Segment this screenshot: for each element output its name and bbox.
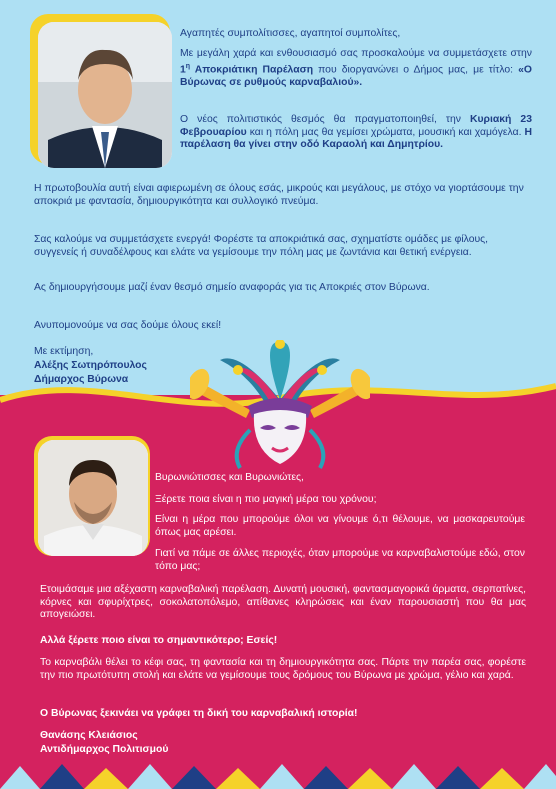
deputy-signature-title: Αντιδήμαρχος Πολιτισμού <box>40 744 169 755</box>
mayor-paragraph-3: Η πρωτοβουλία αυτή είναι αφιερωμένη σε όλους εσάς, μικρούς και μεγάλους, με στόχο να γιορτάσουμε την αποκριά με φαντασία, δημιουργικότητα και συλλογικό πνεύμα. <box>34 183 524 207</box>
mayor-paragraph-6: Ανυπομονούμε να σας δούμε όλους εκεί! <box>34 320 222 331</box>
mayor-signature-name: Αλέξης Σωτηρόπουλος <box>34 360 147 371</box>
mayor-photo <box>38 22 172 168</box>
deputy-greeting: Βυρωνιώτισσες και Βυρωνιώτες, <box>155 472 304 483</box>
deputy-question-1: Ξέρετε ποια είναι η πιο μαγική μέρα του χρόνου; <box>155 494 377 505</box>
mayor-closing: Με εκτίμηση, <box>34 346 94 357</box>
deputy-paragraph-5: Αλλά ξέρετε ποιο είναι το σημαντικότερο; Εσείς! <box>40 635 278 646</box>
mayor-paragraph-2: Ο νέος πολιτιστικός θεσμός θα πραγματοποιηθεί, την Κυριακή 23 Φεβρουαρίου και η πόλη μας θα γεμίσει χρώματα, μουσική και χαμόγελα. Η παρέλαση θα γίνει στην οδό Καραολή και Δημητρίου. <box>180 114 532 151</box>
mayor-greeting: Αγαπητές συμπολίτισσες, αγαπητοί συμπολίτες, <box>180 28 401 39</box>
deputy-paragraph-3: Γιατί να πάμε σε άλλες περιοχές, όταν μπορούμε να καρναβαλιστούμε εδώ, στον τόπο μας; <box>155 548 525 572</box>
carnival-mask-illustration <box>190 340 370 470</box>
mayor-paragraph-4: Σας καλούμε να συμμετάσχετε ενεργά! Φορέστε τα αποκριάτικά σας, σχηματίστε ομάδες με φίλους, συγγενείς ή συναδέλφους και ελάτε να γεμίσουμε την πόλη μας με ζωντάνια και θετική ενέργεια. <box>34 234 489 258</box>
mayor-paragraph-1: Με μεγάλη χαρά και ενθουσιασμό σας προσκαλούμε να συμμετάσχετε στην $1^\eta$ Αποκριάτικη Παρέλαση που διοργανώνει ο Δήμος μας, με τίτλο: «Ο Βύρωνας σε ρυθμούς καρναβαλιού». <box>180 48 532 88</box>
mayor-paragraph-5: Ας δημιουργήσουμε μαζί έναν θεσμό σημείο αναφοράς για τις Αποκριές στον Βύρωνα. <box>34 282 430 293</box>
deputy-paragraph-4: Ετοιμάσαμε μια αξέχαστη καρναβαλική παρέλαση. Δυνατή μουσική, φαντασμαγορικά άρματα, σερπατίνες, κόρνες και σφυρίχτρες, σοκολατοπόλεμο, απίθανες κληρώσεις και έναν παρουσιαστή που θα μας απογειώσει. <box>40 584 526 621</box>
deputy-signature-name: Θανάσης Κλειάσιος <box>40 730 138 741</box>
deputy-photo <box>38 440 148 556</box>
triangle-border-decoration <box>0 760 556 789</box>
deputy-paragraph-2: Είναι η μέρα που μπορούμε όλοι να γίνουμε ό,τι θέλουμε, να μασκαρευτούμε όπως μας αρέσει. <box>155 514 525 538</box>
deputy-paragraph-6: Το καρναβάλι θέλει το κέφι σας, τη φαντασία και τη δημιουργικότητα σας. Πάρτε την παρέα σας, φορέστε την πιο πρωτότυπη στολή και ελάτε να γεμίσουμε τους δρόμους του Βύρωνα με χρώμα, γέλιο και χαρά. <box>40 657 526 681</box>
mayor-signature-title: Δήμαρχος Βύρωνα <box>34 374 129 385</box>
deputy-paragraph-7: Ο Βύρωνας ξεκινάει να γράφει τη δική του καρναβαλική ιστορία! <box>40 708 358 719</box>
